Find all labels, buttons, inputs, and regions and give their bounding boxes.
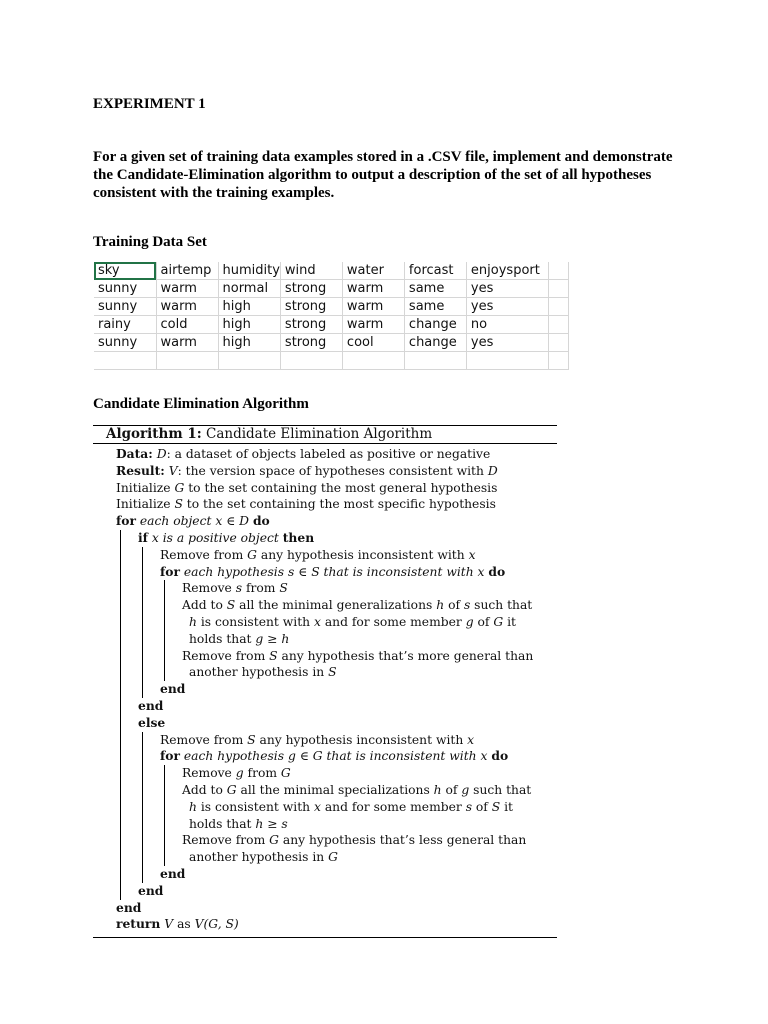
algorithm-text: V [168,463,178,478]
table-row [94,334,568,352]
algorithm-line [93,715,557,732]
algorithm-text: S [226,598,236,613]
algorithm-keyword: do [488,563,506,579]
table-cell: no [466,316,548,334]
algorithm-line [93,648,557,665]
algorithm-keyword: for [160,563,180,579]
algorithm-text: it [500,799,514,814]
empty-cell [548,316,568,334]
algorithm-text: V(G, S) [194,917,239,932]
empty-cell [280,352,342,370]
algorithm-text: g [461,782,470,797]
algorithm-text: g [465,614,474,629]
algorithm-text: Initialize [116,497,175,512]
algorithm-text: x is a positive object [147,530,283,545]
table-cell: warm [342,316,404,334]
algorithm-text: S [279,581,288,596]
algorithm-text: S [491,799,501,814]
block-rule [164,765,165,866]
empty-cell [548,298,568,316]
algorithm-text: any hypothesis inconsistent with [256,547,469,562]
empty-cell [548,280,568,298]
algorithm-text: is consistent with [196,614,314,629]
algorithm-text: h [189,799,197,814]
algorithm-text: each hypothesis g ∈ G that is inconsistent with x [179,749,492,764]
table-cell: cold [156,316,218,334]
algorithm-keyword: end [160,681,186,697]
algorithm-text: G [247,547,257,562]
algorithm-keyword: if [138,529,148,545]
algorithm-line [93,698,557,715]
algorithm-text: G [493,614,504,629]
table-cell: sunny [94,298,156,316]
algorithm-text: is consistent with [196,799,314,814]
algorithm-text: each hypothesis s ∈ S that is inconsistent with x [179,564,489,579]
block-rule [120,530,121,900]
empty-cell [548,262,568,280]
algorithm-keyword: do [252,513,270,529]
algorithm-text: G [174,480,185,495]
algorithm-text: as [173,917,195,932]
table-cell: sunny [94,334,156,352]
table-cell: strong [280,334,342,352]
table-cell: normal [218,280,280,298]
empty-cell [548,334,568,352]
algorithm-text: all the minimal specializations [236,782,434,797]
algorithm-text: : a dataset of objects labeled as positive or negative [166,447,491,461]
algorithm-box [93,425,557,938]
table-cell: warm [156,298,218,316]
algorithm-line [93,782,557,799]
algorithm-text: Remove [182,581,236,596]
algorithm-text: s [465,799,472,814]
algorithm-text: S [174,497,183,512]
algorithm-keyword: else [138,714,166,730]
algorithm-keyword: for [116,513,136,529]
algorithm-text: Add to [182,782,227,797]
table-cell: same [404,298,466,316]
empty-cell [466,352,548,370]
algorithm-text: each object x ∈ D [135,514,253,529]
algorithm-keyword: do [491,748,509,764]
algorithm-text: S [328,665,337,680]
table-cell: strong [280,280,342,298]
algorithm-text: g ≥ h [255,631,290,646]
algorithm-line [93,900,557,917]
algorithm-text: and for some member [320,799,466,814]
table-cell: rainy [94,316,156,334]
table-cell: same [404,280,466,298]
algorithm-text: Remove from [182,648,270,663]
table-cell: high [218,316,280,334]
table-row [94,298,568,316]
algorithm-text: from [242,581,280,596]
algorithm-text: Add to [182,598,227,613]
algorithm-line [93,564,557,581]
algorithm-text: of [444,598,464,613]
training-data-heading: Training Data Set [93,234,207,250]
algorithm-line [93,849,557,866]
table-cell: change [404,334,466,352]
algorithm-text: : the version space of hypotheses consistent with [177,463,488,478]
algorithm-text: s [463,598,471,613]
table-cell: cool [342,334,404,352]
algorithm-line [93,765,557,782]
empty-cell [404,352,466,370]
algorithm-text: from [243,766,281,781]
table-cell: yes [466,334,548,352]
algorithm-line [93,799,557,816]
block-rule [142,732,143,883]
algorithm-line [93,530,557,547]
algorithm-line [93,496,557,513]
algorithm-text: of [441,782,462,797]
algorithm-keyword: end [138,697,164,713]
algorithm-text: S [269,648,278,663]
algorithm-line [93,480,557,497]
algorithm-text: it [503,614,516,629]
algorithm-line [93,513,557,530]
algorithm-text: such that [470,598,533,613]
algorithm-text: x [313,799,321,814]
table-cell: sunny [94,280,156,298]
algorithm-text: g [235,766,244,781]
table-row [94,280,568,298]
table-cell: high [218,298,280,316]
algorithm-text: any hypothesis that’s more general than [277,648,534,663]
algorithm-line [93,832,557,849]
table-header-cell: water [342,262,404,280]
algorithm-keyword: then [282,529,315,545]
algorithm-text: of [472,799,492,814]
algorithm-text: Remove from [182,833,270,848]
algorithm-text: Remove [182,766,236,781]
algorithm-text: D [487,463,498,478]
algorithm-text: holds that [189,816,256,831]
algorithm-text: h ≥ s [255,816,288,831]
algorithm-line [93,597,557,614]
table-header-cell: wind [280,262,342,280]
block-rule [142,547,143,698]
algorithm-line [93,732,557,749]
algorithm-text: h [189,614,197,629]
table-cell: warm [156,280,218,298]
table-header-cell: forcast [404,262,466,280]
table-cell: warm [156,334,218,352]
table-header-cell: humidity [218,262,280,280]
algorithm-text: any hypothesis that’s less general than [278,833,527,848]
algorithm-text: h [433,782,442,797]
algorithm-text: Remove from [160,547,248,562]
algorithm-line [93,614,557,631]
algorithm-text: such that [469,782,532,797]
table-header-row [94,262,568,280]
algorithm-text: holds that [189,631,256,646]
algorithm-keyword: return [116,916,161,932]
table-cell: warm [342,280,404,298]
table-cell: yes [466,280,548,298]
table-cell: strong [280,298,342,316]
algorithm-line [93,547,557,564]
algorithm-text: G [269,833,279,848]
algorithm-line [93,916,557,933]
table-header-cell: sky [94,262,156,280]
algorithm-text: any hypothesis inconsistent with [255,732,468,747]
algorithm-body [93,444,557,938]
algorithm-text: S [247,732,256,747]
algorithm-caption-title: Candidate Elimination Algorithm [206,426,433,442]
algorithm-line [93,664,557,681]
algorithm-text: and for some member [320,614,466,629]
algorithm-line [93,631,557,648]
algorithm-text: V [164,917,174,932]
algorithm-text: another hypothesis in [189,665,329,680]
empty-cell [94,352,156,370]
algorithm-text: x [467,732,475,747]
algorithm-text: s [235,581,243,596]
algorithm-text: to the set containing the most general hypothesis [184,480,498,495]
table-cell: strong [280,316,342,334]
algorithm-caption [93,426,557,444]
algorithm-text: Initialize [116,480,175,495]
algorithm-keyword: end [116,899,142,915]
algorithm-keyword: Data: [116,446,153,461]
algorithm-line [93,866,557,883]
algorithm-text: x [468,547,476,562]
empty-cell [342,352,404,370]
block-rule [164,580,165,681]
empty-cell [548,352,568,370]
algorithm-text: of [473,614,494,629]
table-header-cell: airtemp [156,262,218,280]
table-cell: warm [342,298,404,316]
algorithm-text: h [436,598,445,613]
algorithm-line [93,446,557,463]
table-cell: high [218,334,280,352]
algorithm-text: another hypothesis in [189,850,329,865]
algorithm-keyword: end [160,865,186,881]
algorithm-keyword: for [160,748,180,764]
algorithm-text: D [156,447,167,461]
algorithm-line [93,883,557,900]
training-data-table [94,262,569,370]
algorithm-caption-label: Algorithm 1: [106,426,202,442]
algorithm-text: all the minimal generalizations [235,598,437,613]
algorithm-text: G [328,850,338,865]
algorithm-keyword: Result: [116,462,165,478]
table-cell: yes [466,298,548,316]
algorithm-text: G [280,766,291,781]
problem-statement: For a given set of training data examples stored in a .CSV file, implement and demonstrate the Candidate-Elimination algorithm to output a description of the set of all hypotheses consistent with the training examples. [93,149,673,201]
table-cell: change [404,316,466,334]
algorithm-text: to the set containing the most specific hypothesis [182,497,496,512]
algorithm-line [93,816,557,833]
empty-row [94,352,568,370]
algorithm-line [93,681,557,698]
algorithm-keyword: end [138,882,164,898]
algorithm-heading: Candidate Elimination Algorithm [93,396,309,412]
algorithm-line [93,748,557,765]
algorithm-text: Remove from [160,732,248,747]
table-row [94,316,568,334]
empty-cell [156,352,218,370]
algorithm-text: G [226,782,237,797]
algorithm-line [93,463,557,480]
algorithm-line [93,580,557,597]
table-header-cell: enjoysport [466,262,548,280]
page-heading: EXPERIMENT 1 [93,96,206,112]
empty-cell [218,352,280,370]
algorithm-text: x [313,614,321,629]
